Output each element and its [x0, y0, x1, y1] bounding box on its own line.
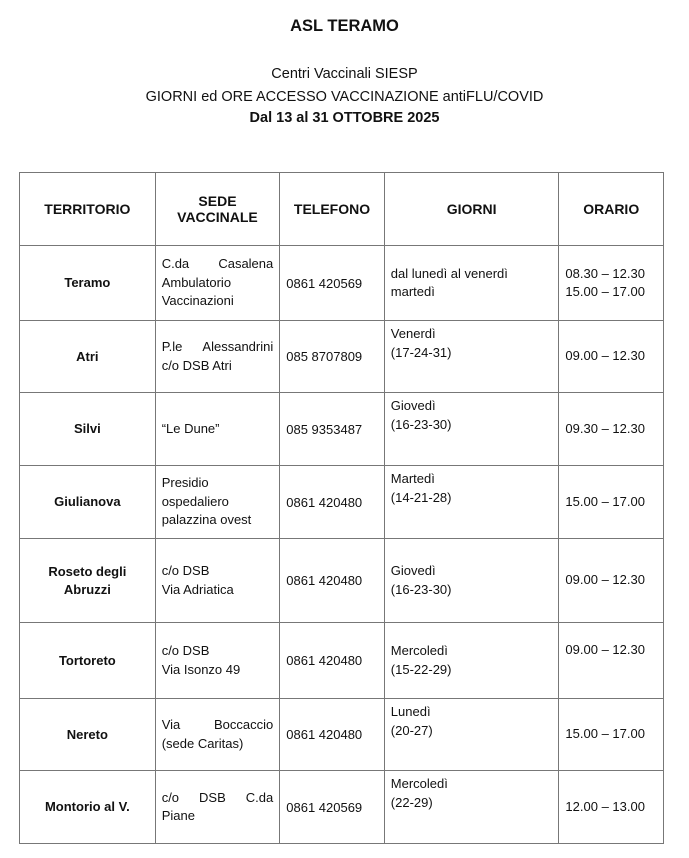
orario-cell: 12.00 – 13.00: [559, 771, 664, 844]
sede-cell: Via Boccaccio (sede Caritas): [155, 699, 280, 771]
table-row: [20, 393, 664, 466]
territorio-cell: Teramo: [20, 246, 156, 321]
subtitle-dates: Dal 13 al 31 OTTOBRE 2025: [249, 110, 440, 126]
giorni-cell: Lunedì (20-27): [384, 699, 559, 771]
telefono-cell: 085 8707809: [280, 321, 385, 393]
page-title: ASL TERAMO: [290, 17, 399, 35]
giorni-cell: Martedì (14-21-28): [384, 466, 559, 539]
orario-cell: 15.00 – 17.00: [559, 466, 664, 539]
table-row: [20, 699, 664, 771]
table-header-row: [20, 173, 664, 246]
giorni-cell: Giovedì (16-23-30): [384, 539, 559, 623]
table-row: [20, 771, 664, 844]
table-row: [20, 539, 664, 623]
sede-cell: c/o DSB Via Adriatica: [155, 539, 280, 623]
header-orario: ORARIO: [559, 173, 664, 246]
territorio-cell: Atri: [20, 321, 156, 393]
territorio-cell: Montorio al V.: [20, 771, 156, 844]
header-territorio: TERRITORIO: [20, 173, 156, 246]
telefono-cell: 0861 420480: [280, 623, 385, 699]
territorio-cell: Nereto: [20, 699, 156, 771]
territorio-cell: Silvi: [20, 393, 156, 466]
vaccination-table: [19, 172, 664, 844]
sede-cell: P.le Alessandrini c/o DSB Atri: [155, 321, 280, 393]
giorni-cell: Giovedì (16-23-30): [384, 393, 559, 466]
orario-cell: 08.30 – 12.30 15.00 – 17.00: [559, 246, 664, 321]
telefono-cell: 085 9353487: [280, 393, 385, 466]
sede-cell: c/o DSB C.da Piane: [155, 771, 280, 844]
orario-cell: 15.00 – 17.00: [559, 699, 664, 771]
orario-cell: 09.30 – 12.30: [559, 393, 664, 466]
giorni-cell: dal lunedì al venerdì martedì: [384, 246, 559, 321]
sede-cell: C.da Casalena Ambulatorio Vaccinazioni: [155, 246, 280, 321]
header-sede: SEDE VACCINALE: [155, 173, 280, 246]
table-row: [20, 246, 664, 321]
territorio-cell: Giulianova: [20, 466, 156, 539]
telefono-cell: 0861 420569: [280, 771, 385, 844]
table-row: [20, 321, 664, 393]
orario-cell: 09.00 – 12.30: [559, 539, 664, 623]
territorio-cell: Tortoreto: [20, 623, 156, 699]
subtitle-centers: Centri Vaccinali SIESP: [271, 66, 418, 82]
territorio-cell: Roseto degli Abruzzi: [20, 539, 156, 623]
telefono-cell: 0861 420480: [280, 466, 385, 539]
orario-cell: 09.00 – 12.30: [559, 623, 664, 699]
sede-cell: “Le Dune”: [155, 393, 280, 466]
telefono-cell: 0861 420480: [280, 539, 385, 623]
giorni-cell: Mercoledì (15-22-29): [384, 623, 559, 699]
giorni-cell: Mercoledì (22-29): [384, 771, 559, 844]
giorni-cell: Venerdì (17-24-31): [384, 321, 559, 393]
subtitle-access: GIORNI ed ORE ACCESSO VACCINAZIONE antiFLU/COVID: [145, 89, 544, 105]
header-giorni: GIORNI: [384, 173, 559, 246]
sede-cell: Presidio ospedaliero palazzina ovest: [155, 466, 280, 539]
telefono-cell: 0861 420480: [280, 699, 385, 771]
sede-cell: c/o DSB Via Isonzo 49: [155, 623, 280, 699]
table-row: [20, 466, 664, 539]
header-telefono: TELEFONO: [280, 173, 385, 246]
table-row: [20, 623, 664, 699]
orario-cell: 09.00 – 12.30: [559, 321, 664, 393]
telefono-cell: 0861 420569: [280, 246, 385, 321]
